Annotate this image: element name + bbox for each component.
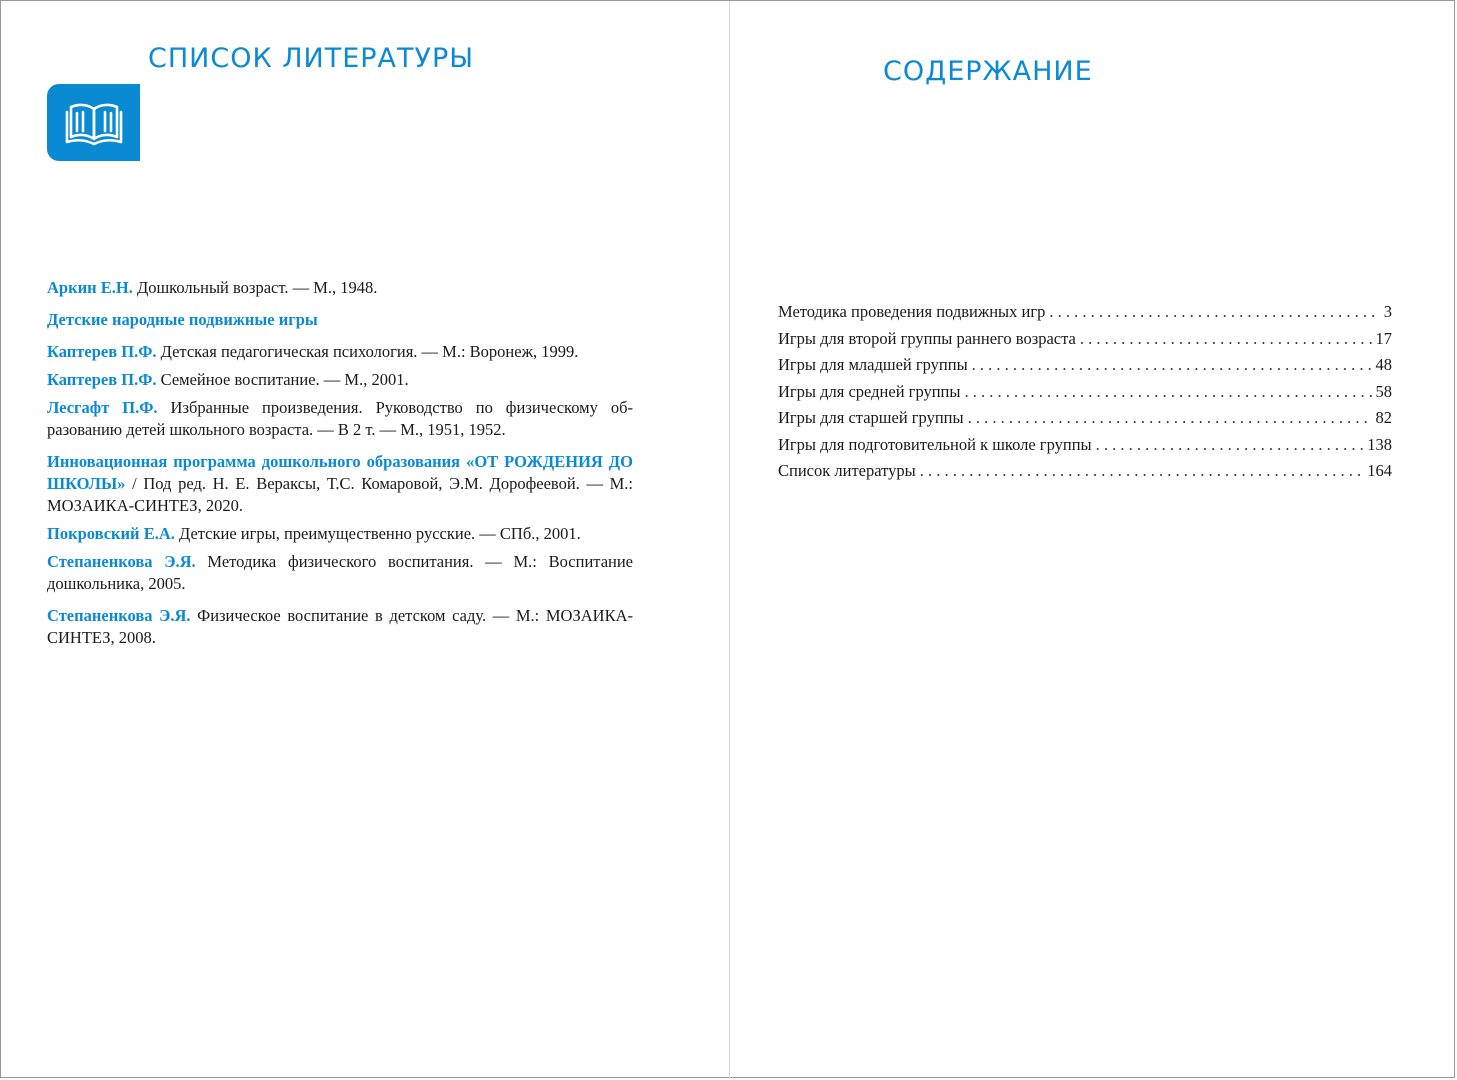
toc-entry-label: Игры для старшей группы (778, 408, 964, 427)
toc-leader (968, 405, 1372, 432)
toc-entry-page: 58 (1375, 381, 1392, 401)
toc-leader (1080, 326, 1372, 353)
toc-entry-label: Игры для средней группы (778, 381, 961, 401)
book-badge (47, 84, 140, 161)
toc-entry-page: 17 (1375, 328, 1392, 348)
toc-entry-page: 164 (1367, 461, 1392, 480)
toc-entry-label: Игры для младшей группы (778, 355, 968, 374)
toc-entry-page: 48 (1375, 355, 1392, 374)
reference-item: Степаненкова Э.Я. Физическое воспитание в детском саду. — М.: МОЗАИКА-СИНТЕЗ, 2008. (47, 606, 633, 647)
toc-entry-label: Список литературы (778, 461, 916, 480)
toc-entry[interactable] (778, 405, 1392, 432)
reference-item: Каптерев П.Ф. Семейное воспитание. — М., 2001. (47, 370, 409, 389)
reference-item: Покровский Е.А. Детские игры, преимущественно русские. — СПб., 2001. (47, 524, 581, 543)
toc-leader (964, 379, 1371, 406)
open-book-icon (64, 99, 124, 147)
reference-item: Детские народные подвижные игры (47, 310, 318, 329)
toc-entry-label: Игры для подготовительной к школе группы (778, 434, 1092, 454)
toc-entry[interactable] (778, 379, 1392, 406)
contents-page (730, 1, 1456, 1079)
toc-entry[interactable] (778, 299, 1392, 326)
toc-leader (1096, 432, 1364, 459)
toc-entry[interactable] (778, 352, 1392, 379)
toc-entry-page: 3 (1383, 302, 1392, 321)
toc-entry-label: Игры для второй группы раннего возраста (778, 328, 1076, 348)
toc-leader (920, 458, 1364, 485)
table-of-contents (778, 299, 1392, 485)
bibliography-title: СПИСОК ЛИТЕРАТУРЫ (148, 43, 475, 74)
toc-entry-label: Методика проведения подвижных игр (778, 302, 1046, 321)
bibliography-page (1, 1, 729, 1079)
toc-leader (972, 352, 1372, 379)
toc-entry-page: 82 (1375, 408, 1392, 427)
toc-entry[interactable] (778, 458, 1392, 485)
toc-entry[interactable] (778, 432, 1392, 459)
toc-leader (1049, 299, 1379, 326)
reference-item: Аркин Е.Н. Дошкольный возраст. — М., 1948. (47, 278, 378, 297)
reference-item: Степаненкова Э.Я. Методика физического воспитания. — М.: Воспитание дошкольника, 2005. (47, 552, 633, 593)
reference-item: Лесгафт П.Ф. Избранные произведения. Руководство по физическому образованию детей школьного возраста. — В 2 т. — М., 1951, 1952. (47, 398, 633, 439)
reference-item: Каптерев П.Ф. Детская педагогическая психология. — М.: Воронеж, 1999. (47, 342, 579, 361)
toc-entry[interactable] (778, 326, 1392, 353)
toc-entry-page: 138 (1367, 434, 1392, 454)
reference-item: Инновационная программа дошкольного образования «ОТ РОЖДЕНИЯ ДО ШКОЛЫ» / Под ред. Н. Е. Вераксы, Т.С. Комаровой, Э.М. Дорофеевой. — М.: МОЗАИКА-СИНТЕЗ, 2020. (47, 452, 633, 515)
reference-list (47, 277, 633, 649)
contents-title: СОДЕРЖАНИЕ (883, 56, 1093, 87)
